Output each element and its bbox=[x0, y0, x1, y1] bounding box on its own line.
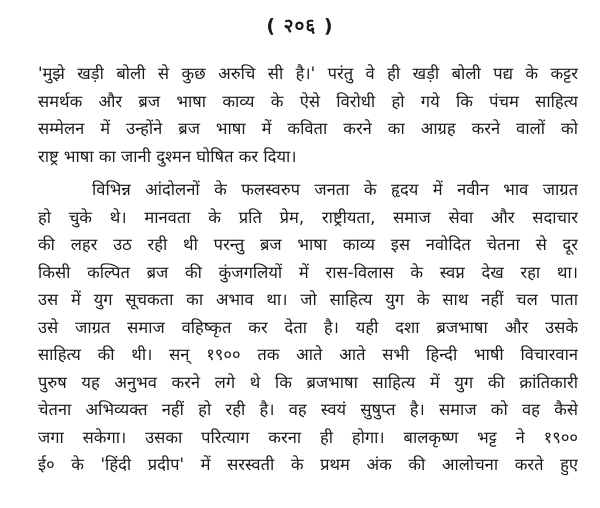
text-line: पुरुष यह अनुभव करने लगे थे कि ब्रजभाषा साहित्य में युग की क्रांतिकारी bbox=[38, 372, 578, 392]
text-line: 'मुझे खड़ी बोली से कुछ अरुचि सी है।' परंतु वे ही खड़ी बोली पद्य के कट्टर bbox=[38, 64, 578, 83]
text-line: सम्मेलन में उन्होंने ब्रज भाषा में कविता करने का आग्रह करने वालों को bbox=[38, 119, 578, 138]
text-line: की लहर उठ रही थी परन्तु ब्रज भाषा काव्य इस नवोदित चेतना से दूर bbox=[38, 235, 578, 254]
paragraph bbox=[38, 60, 578, 170]
text-line: जगा सकेगा। उसका परित्याग करना ही होगा। बालकृष्ण भट्ट ने १९०० bbox=[38, 427, 578, 447]
text-line: ई० के 'हिंदी प्रदीप' में सरस्वती के प्रथम अंक की आलोचना करते हुए bbox=[38, 455, 578, 474]
text-line: उस में युग सूचकता का अभाव था। जो साहित्य युग के साथ नहीं चल पाता bbox=[38, 290, 578, 309]
text-line: साहित्य की थी। सन् १९०० तक आते आते सभी हिन्दी भाषी विचारवान bbox=[38, 345, 578, 364]
text-line: राष्ट्र भाषा का जानी दुश्मन घोषित कर दिया। bbox=[38, 146, 297, 166]
text-line: किसी कल्पित ब्रज की कुंजगलियों में रास-विलास के स्वप्न देख रहा था। bbox=[38, 262, 578, 282]
page-number: ( २०६ ) bbox=[266, 15, 334, 37]
paragraph bbox=[38, 176, 578, 479]
body-text bbox=[38, 60, 578, 479]
text-line: हो चुके थे। मानवता के प्रति प्रेम, राष्ट्रीयता, समाज सेवा और सदाचार bbox=[38, 207, 578, 227]
text-line: उसे जाग्रत समाज वहिष्कृत कर देता है। यही दशा ब्रजभाषा और उसके bbox=[38, 317, 578, 337]
text-line: चेतना अभिव्यक्त नहीं हो रही है। वह स्वयं सुषुप्त है। समाज को वह कैसे bbox=[38, 400, 578, 419]
text-line: समर्थक और ब्रज भाषा काव्य के ऐसे विरोधी हो गये कि पंचम साहित्य bbox=[38, 91, 578, 111]
text-line: विभिन्न आंदोलनों के फलस्वरुप जनता के हृदय में नवीन भाव जाग्रत bbox=[92, 180, 578, 199]
